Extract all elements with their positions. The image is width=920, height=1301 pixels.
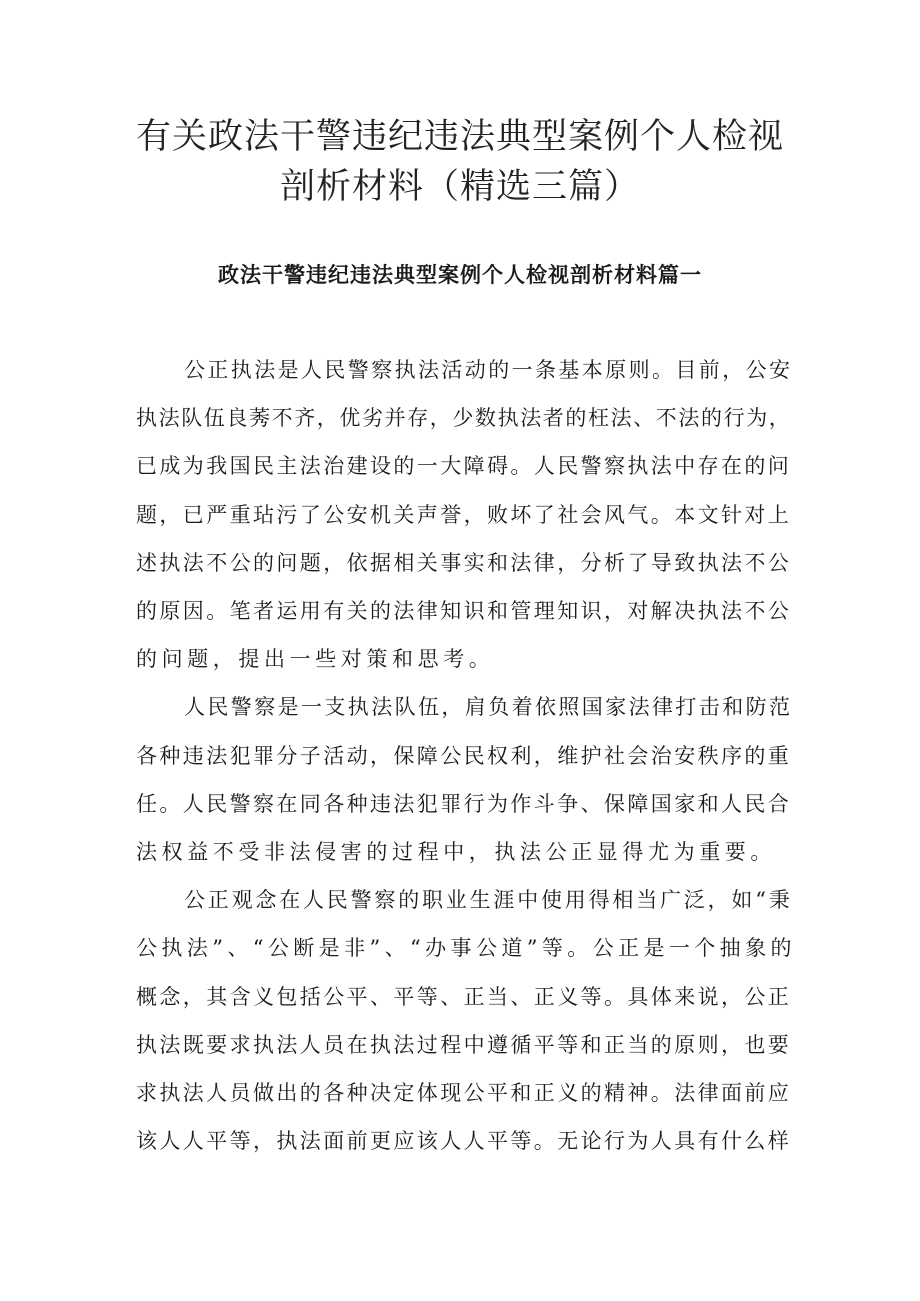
paragraph-line: 题，已严重玷污了公安机关声誉，败坏了社会风气。本文针对上 [136, 502, 792, 527]
paragraph-line: 的原因。笔者运用有关的法律知识和管理知识，对解决执法不公 [136, 599, 792, 624]
paragraph-line: 人民警察是一支执法队伍，肩负着依照国家法律打击和防范 [184, 695, 793, 720]
document-body [136, 346, 796, 1165]
paragraph-line: 述执法不公的问题，依据相关事实和法律，分析了导致执法不公 [136, 550, 792, 575]
paragraph-line: 的问题，提出一些对策和思考。 [136, 647, 495, 672]
paragraph-1 [136, 346, 796, 683]
paragraph-line: 已成为我国民主法治建设的一大障碍。人民警察执法中存在的问 [136, 454, 792, 479]
paragraph-line: 法权益不受非法侵害的过程中，执法公正显得尤为重要。 [136, 840, 776, 865]
paragraph-line: 公正执法是人民警察执法活动的一条基本原则。目前，公安 [184, 358, 793, 382]
paragraph-line: 公执法”、“公断是非”、“办事公道”等。公正是一个抽象的 [136, 936, 796, 961]
paragraph-line: 执法既要求执法人员在执法过程中遵循平等和正当的原则，也要 [136, 1032, 792, 1057]
paragraph-line: 公正观念在人民警察的职业生涯中使用得相当广泛，如“秉 [184, 888, 793, 913]
document-title-line-1: 有关政法干警违纪违法典型案例个人检视 [135, 117, 784, 157]
document-title-line-2: 剖析材料（精选三篇） [279, 167, 640, 207]
section-heading: 政法干警违纪违法典型案例个人检视剖析材料篇一 [218, 263, 702, 287]
paragraph-line: 概念，其含义包括公平、平等、正当、正义等。具体来说，公正 [136, 984, 792, 1009]
paragraph-3 [136, 876, 796, 1165]
paragraph-line: 执法队伍良莠不齐，优劣并存，少数执法者的枉法、不法的行为， [136, 406, 792, 431]
document-title [100, 112, 820, 212]
paragraph-line: 各种违法犯罪分子活动，保障公民权利，维护社会治安秩序的重 [136, 743, 792, 768]
paragraph-2 [136, 683, 796, 876]
paragraph-line: 任。人民警察在同各种违法犯罪行为作斗争、保障国家和人民合 [136, 791, 792, 816]
paragraph-line: 该人人平等，执法面前更应该人人平等。无论行为人具有什么样 [136, 1129, 792, 1154]
paragraph-line: 求执法人员做出的各种决定体现公平和正义的精神。法律面前应 [136, 1081, 792, 1106]
